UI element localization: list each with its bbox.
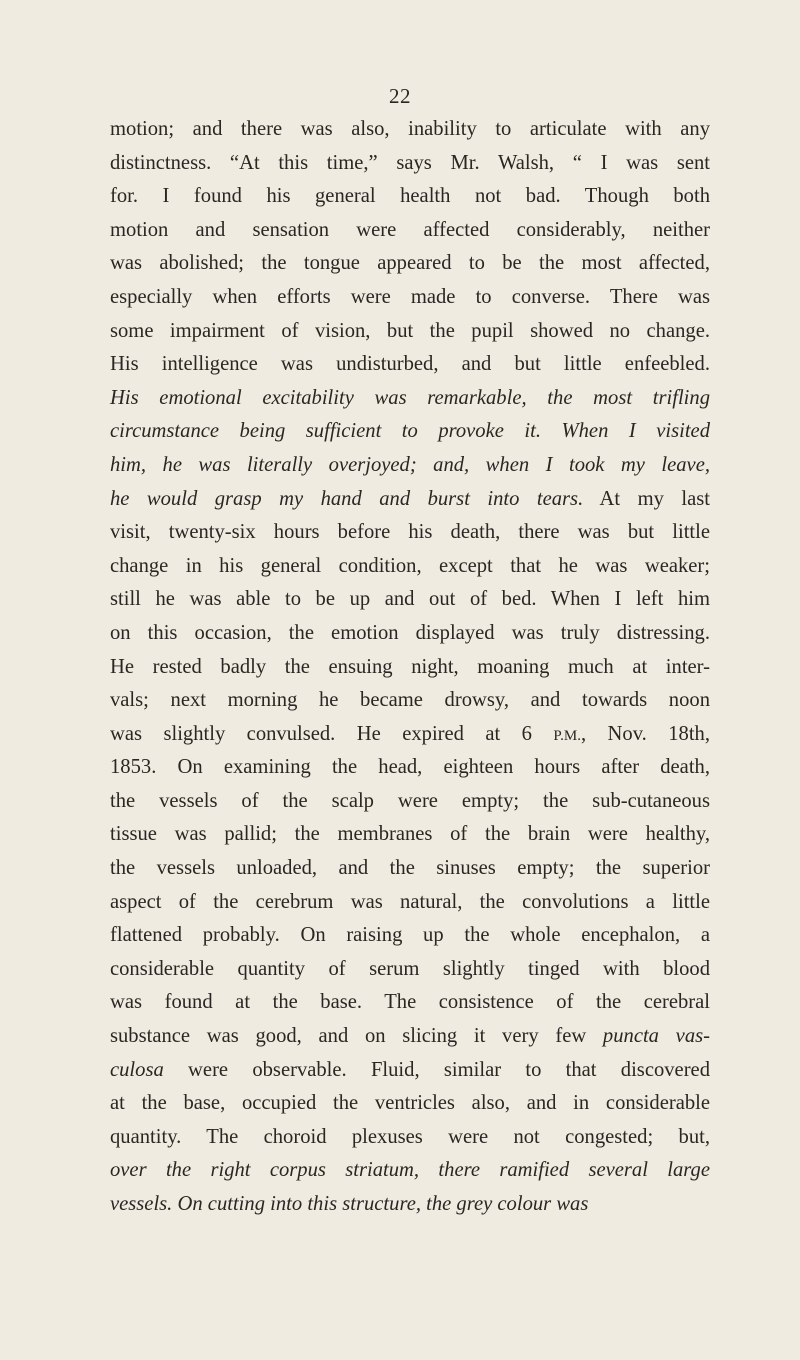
text-line: culosa were observable. Fluid, similar to that discovered xyxy=(110,1058,710,1081)
italic-text-line: over the right corpus striatum, there ramified several large xyxy=(110,1159,710,1182)
italic-phrase: he would grasp my hand and burst into tears. xyxy=(110,487,584,510)
text-line: was slightly convulsed. He expired at 6 P.M., Nov. 18th, xyxy=(110,722,711,745)
text-line: 1853. On examining the head, eighteen hours after death, xyxy=(110,756,710,779)
text-line: for. I found his general health not bad. Though both xyxy=(110,185,710,208)
body-text xyxy=(110,113,710,1222)
text-line: at the base, occupied the ventricles also, and in considerable xyxy=(110,1092,710,1115)
text-line: motion; and there was also, inability to articulate with any xyxy=(110,118,710,140)
text-line: quantity. The choroid plexuses were not congested; but, xyxy=(110,1125,710,1148)
small-caps-time: P.M. xyxy=(553,727,581,744)
italic-phrase: culosa xyxy=(110,1058,164,1081)
text-line: aspect of the cerebrum was natural, the convolutions a little xyxy=(110,890,710,913)
text-line: flattened probably. On raising up the whole encephalon, a xyxy=(110,924,710,947)
text-line: motion and sensation were affected considerably, neither xyxy=(110,218,710,241)
text-line: on this occasion, the emotion displayed was truly distressing. xyxy=(110,621,710,644)
text-line: His intelligence was undisturbed, and but little enfeebled. xyxy=(110,353,710,376)
text-line: vals; next morning he became drowsy, and towards noon xyxy=(110,689,710,712)
text-line: He rested badly the ensuing night, moaning much at inter- xyxy=(110,655,710,678)
text-line: especially when efforts were made to converse. There was xyxy=(110,285,710,308)
italic-text-line: His emotional excitability was remarkable, the most trifling xyxy=(110,386,710,409)
text-line: tissue was pallid; the membranes of the brain were healthy, xyxy=(110,823,710,846)
text-line: some impairment of vision, but the pupil showed no change. xyxy=(110,319,710,342)
text-line: was abolished; the tongue appeared to be the most affected, xyxy=(110,252,710,275)
text-line: was found at the base. The consistence of the cerebral xyxy=(110,991,710,1014)
italic-text-line: vessels. On cutting into this structure, the grey colour was xyxy=(110,1193,589,1215)
text-line: distinctness. “At this time,” says Mr. Walsh, “ I was sent xyxy=(110,151,710,174)
text-line: change in his general condition, except that he was weaker; xyxy=(110,554,710,577)
page-number: 22 xyxy=(389,84,411,108)
italic-phrase: puncta vas- xyxy=(602,1025,710,1048)
italic-text-line: him, he was literally overjoyed; and, when I took my leave, xyxy=(110,453,710,476)
text-line: still he was able to be up and out of bed. When I left him xyxy=(110,588,710,611)
text-line: visit, twenty-six hours before his death, there was but little xyxy=(110,521,710,544)
text-line: substance was good, and on slicing it very few puncta vas- xyxy=(110,1025,710,1048)
text-line: considerable quantity of serum slightly tinged with blood xyxy=(110,957,710,980)
italic-text-line: circumstance being sufficient to provoke it. When I visited xyxy=(110,420,710,443)
text-line: he would grasp my hand and burst into tears. At my last xyxy=(110,487,710,510)
text-line: the vessels unloaded, and the sinuses empty; the superior xyxy=(110,857,710,880)
text-line: the vessels of the scalp were empty; the sub-cutaneous xyxy=(110,789,710,812)
